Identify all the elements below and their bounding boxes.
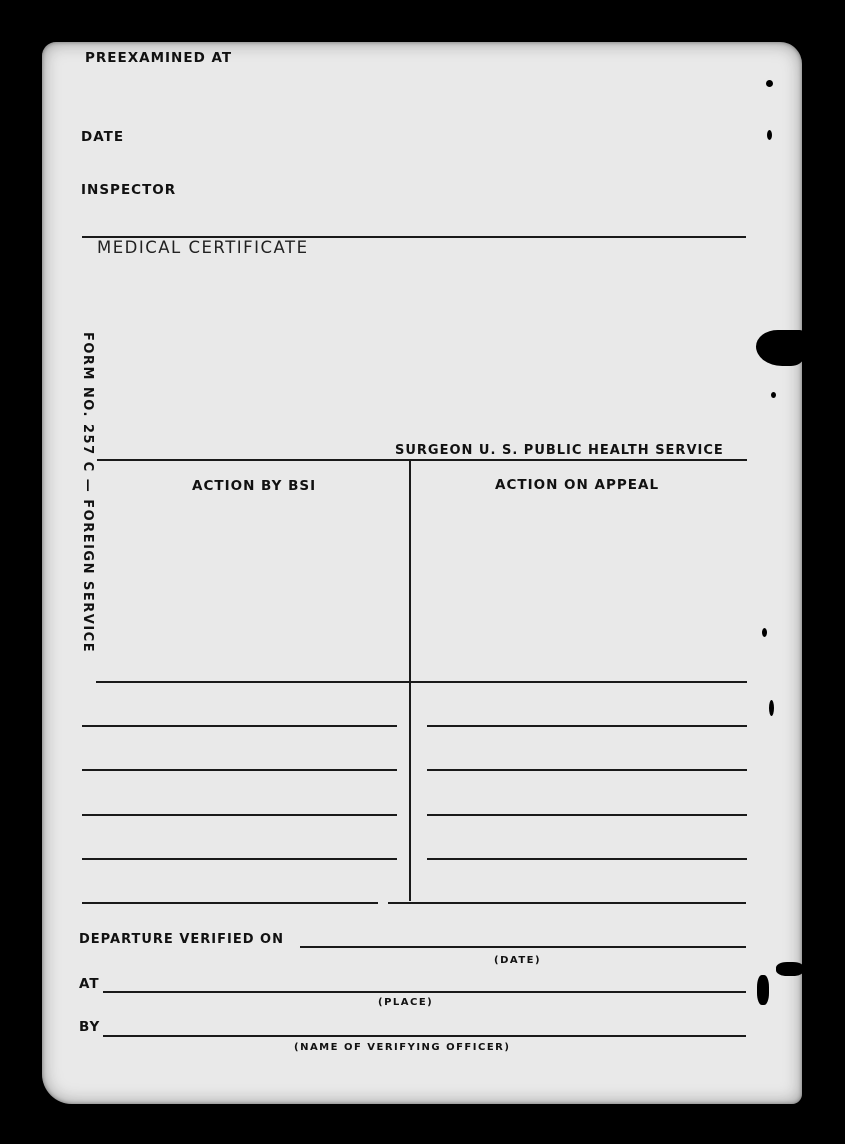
action-line [96,681,747,683]
damage-spot [767,130,772,140]
appeal-action-line [427,769,747,771]
departure-verified-label: DEPARTURE VERIFIED ON [79,932,284,947]
bsi-action-line [82,725,397,727]
place-caption: (PLACE) [378,997,434,1008]
officer-caption: (NAME OF VERIFYING OFFICER) [294,1042,511,1053]
bsi-action-line [82,858,397,860]
damage-blot [776,962,804,976]
damage-spot [771,392,776,398]
departure-date-line [300,946,746,948]
officer-line [103,1035,746,1037]
appeal-action-line [427,858,747,860]
inspector-label: INSPECTOR [81,182,177,198]
damage-blot [756,330,804,366]
damage-spot [766,80,773,87]
action-section-bottom-line [82,902,378,904]
bsi-action-line [82,814,397,816]
bsi-action-line [82,769,397,771]
appeal-action-line [427,814,747,816]
form-number-vertical: FORM NO. 257 C — FOREIGN SERVICE [80,332,95,654]
surgeon-signature-line [97,459,747,461]
medical-certificate-title: MEDICAL CERTIFICATE [97,238,309,257]
place-line [103,991,746,993]
by-label: BY [79,1019,101,1035]
date-caption: (DATE) [494,955,542,966]
action-section-bottom-line [388,902,746,904]
at-label: AT [79,976,100,992]
preexamined-at-label: PREEXAMINED AT [85,50,233,66]
damage-blot [757,975,769,1005]
action-by-bsi-heading: ACTION BY BSI [192,478,317,494]
appeal-action-line [427,725,747,727]
damage-spot [762,628,767,637]
surgeon-signature-label: SURGEON U. S. PUBLIC HEALTH SERVICE [395,443,724,458]
action-on-appeal-heading: ACTION ON APPEAL [495,477,660,493]
date-label: DATE [81,129,125,145]
damage-spot [769,700,774,716]
